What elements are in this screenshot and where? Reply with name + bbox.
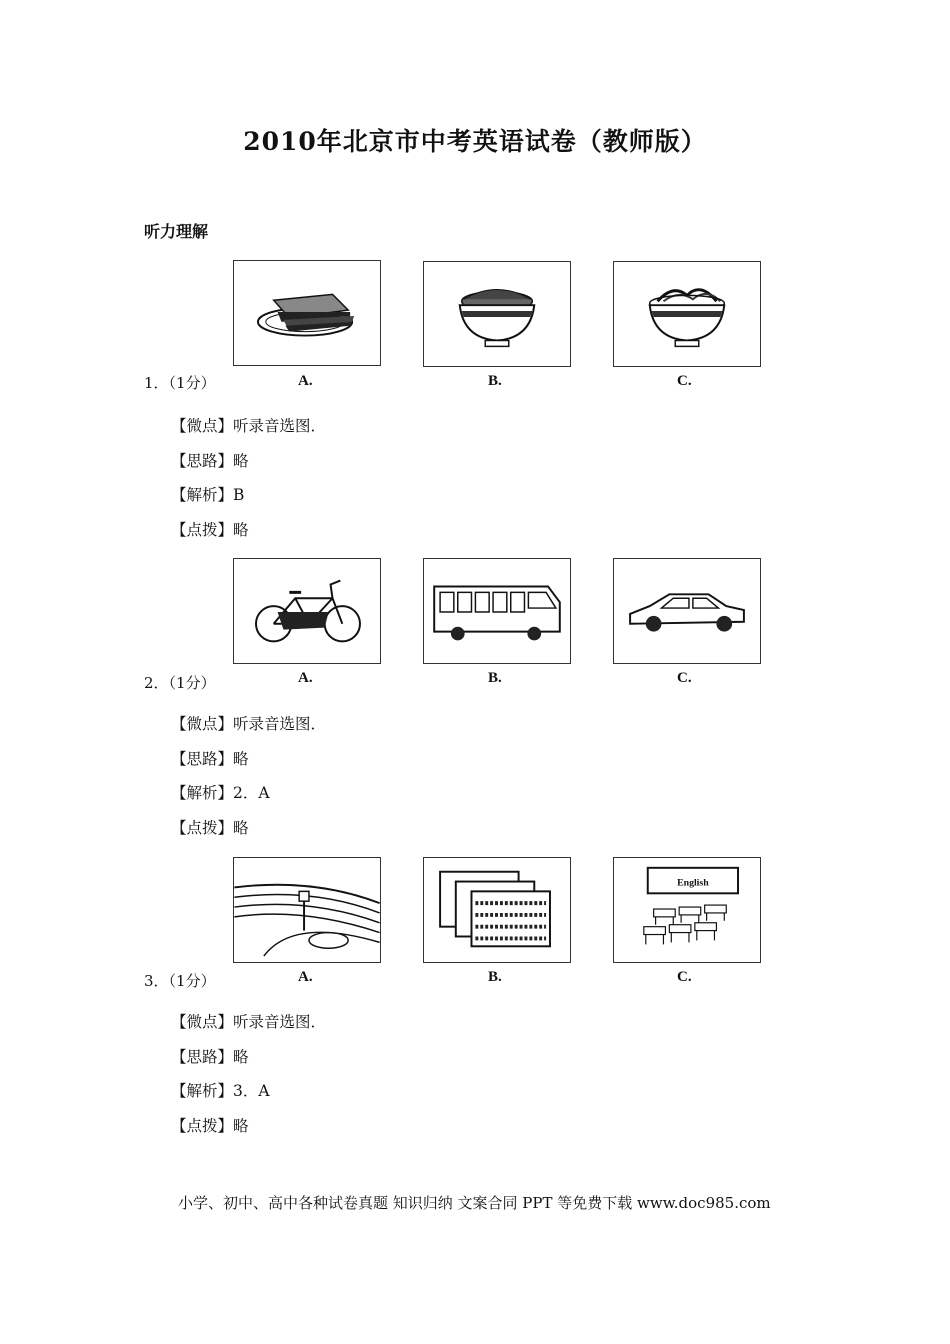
option-b-label: B.	[488, 670, 502, 686]
sports-field-icon	[234, 858, 380, 962]
note-silu: 【思路】略	[171, 750, 249, 768]
board-caption: English	[677, 877, 709, 889]
question-number: 1．（1分）	[144, 374, 216, 392]
note-jiexi: 【解析】B	[171, 486, 245, 504]
note-jiexi: 【解析】3．A	[171, 1082, 270, 1100]
page-title: 2010年北京市中考英语试卷（教师版）	[243, 127, 707, 156]
classroom-icon	[614, 858, 760, 962]
note-silu: 【思路】略	[171, 452, 249, 470]
option-b-label: B.	[488, 373, 502, 389]
bookshelves-icon	[424, 858, 570, 962]
note-dianbo: 【点拨】略	[171, 521, 249, 539]
option-a-image	[233, 558, 381, 664]
note-weidian: 【微点】听录音选图．	[171, 715, 327, 733]
note-jiexi: 【解析】2．A	[171, 784, 270, 802]
page-footer: 小学、初中、高中各种试卷真题 知识归纳 文案合同 PPT 等免费下载 www.doc985.com	[178, 1194, 771, 1212]
bus-icon	[424, 559, 570, 663]
option-a-label: A.	[298, 373, 313, 389]
note-weidian: 【微点】听录音选图．	[171, 1013, 327, 1031]
option-c-image	[613, 558, 761, 664]
option-c-label: C.	[677, 373, 692, 389]
option-b-image	[423, 558, 571, 664]
note-weidian: 【微点】听录音选图．	[171, 417, 327, 435]
question-number: 2．（1分）	[144, 674, 216, 692]
bicycle-icon	[234, 559, 380, 663]
option-a-image	[233, 857, 381, 963]
note-dianbo: 【点拨】略	[171, 1117, 249, 1135]
option-b-image	[423, 857, 571, 963]
option-a-label: A.	[298, 670, 313, 686]
note-silu: 【思路】略	[171, 1048, 249, 1066]
option-c-image	[613, 857, 761, 963]
section-heading: 听力理解	[144, 222, 209, 241]
option-b-label: B.	[488, 969, 502, 985]
question-number: 3．（1分）	[144, 972, 216, 990]
option-a-label: A.	[298, 969, 313, 985]
option-c-label: C.	[677, 969, 692, 985]
option-c-label: C.	[677, 670, 692, 686]
car-icon	[614, 559, 760, 663]
note-dianbo: 【点拨】略	[171, 819, 249, 837]
